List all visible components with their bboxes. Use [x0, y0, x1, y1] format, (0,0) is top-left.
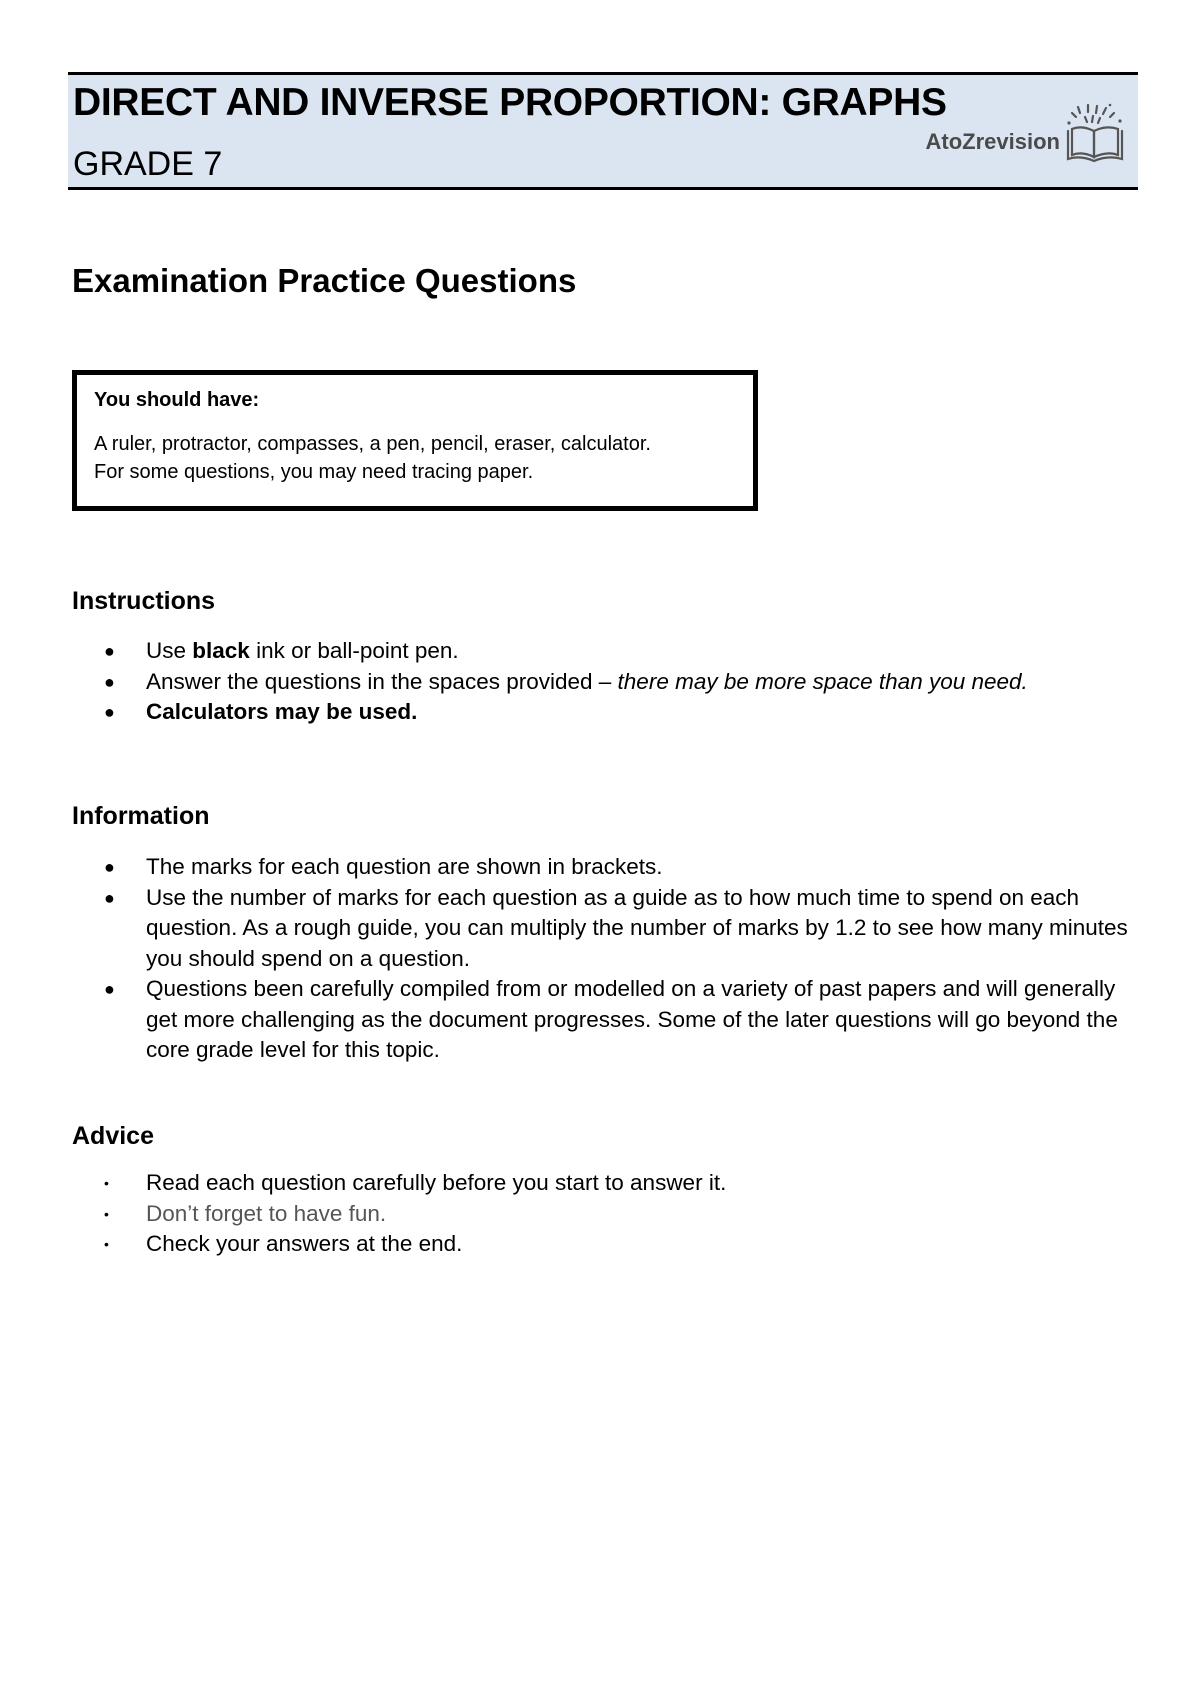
equipment-title: You should have:: [94, 389, 260, 411]
grade-label: GRADE 7: [73, 145, 223, 183]
list-item: ● Answer the questions in the spaces provided – there may be more space than you need.: [100, 667, 1130, 698]
bullet-icon: ●: [104, 671, 115, 692]
information-heading: Information: [72, 802, 210, 830]
list-item: ● Use black ink or ball-point pen.: [100, 636, 1130, 667]
emphasis-text: black: [192, 638, 250, 663]
list-item: ● The marks for each question are shown in brackets.: [100, 852, 1130, 883]
list-item: ● Questions been carefully compiled from or modelled on a variety of past papers and will generally get more challenging as the document progresses. Some of the later questions will go beyond the core grade level for this topic.: [104, 976, 1118, 1062]
bullet-icon: ●: [104, 979, 115, 999]
list-item: [100, 697, 1130, 728]
bullet-icon: •: [104, 1175, 109, 1191]
bullet-icon: ●: [104, 887, 115, 908]
bullet-icon: ●: [104, 857, 115, 877]
emphasis-text: Calculators may be used.: [146, 699, 418, 724]
list-item: • Read each question carefully before you start to answer it.: [100, 1168, 1130, 1199]
document-title: DIRECT AND INVERSE PROPORTION: GRAPHS: [73, 81, 947, 124]
italic-note: there may be more space than you need.: [617, 668, 1028, 694]
list-item: • Don’t forget to have fun.: [100, 1199, 1130, 1230]
list-item: • Check your answers at the end.: [100, 1229, 1130, 1260]
equipment-line: A ruler, protractor, compasses, a pen, pencil, eraser, calculator.: [94, 433, 651, 455]
brand-logo: [926, 103, 1126, 167]
exam-heading: Examination Practice Questions: [72, 262, 577, 299]
instructions-heading: Instructions: [72, 587, 216, 615]
equipment-box: [72, 370, 758, 511]
open-book-icon: [1064, 103, 1126, 167]
bullet-icon: •: [104, 1236, 109, 1252]
advice-heading: Advice: [72, 1122, 154, 1150]
advice-list: [100, 1168, 1130, 1260]
list-item: ● Use the number of marks for each question as a guide as to how much time to spend on each question. As a rough guide, you can multiply the number of marks by 1.2 to see how many minutes you should spend on a question.: [104, 884, 1128, 971]
bullet-icon: •: [104, 1205, 109, 1222]
bullet-icon: ●: [104, 702, 115, 722]
bullet-icon: ●: [104, 641, 115, 661]
instructions-list: [100, 636, 1130, 728]
equipment-line: For some questions, you may need tracing paper.: [94, 461, 534, 483]
information-list: [100, 852, 1130, 1066]
logo-text: AtoZrevision: [925, 129, 1060, 154]
page-header: [68, 72, 1138, 190]
